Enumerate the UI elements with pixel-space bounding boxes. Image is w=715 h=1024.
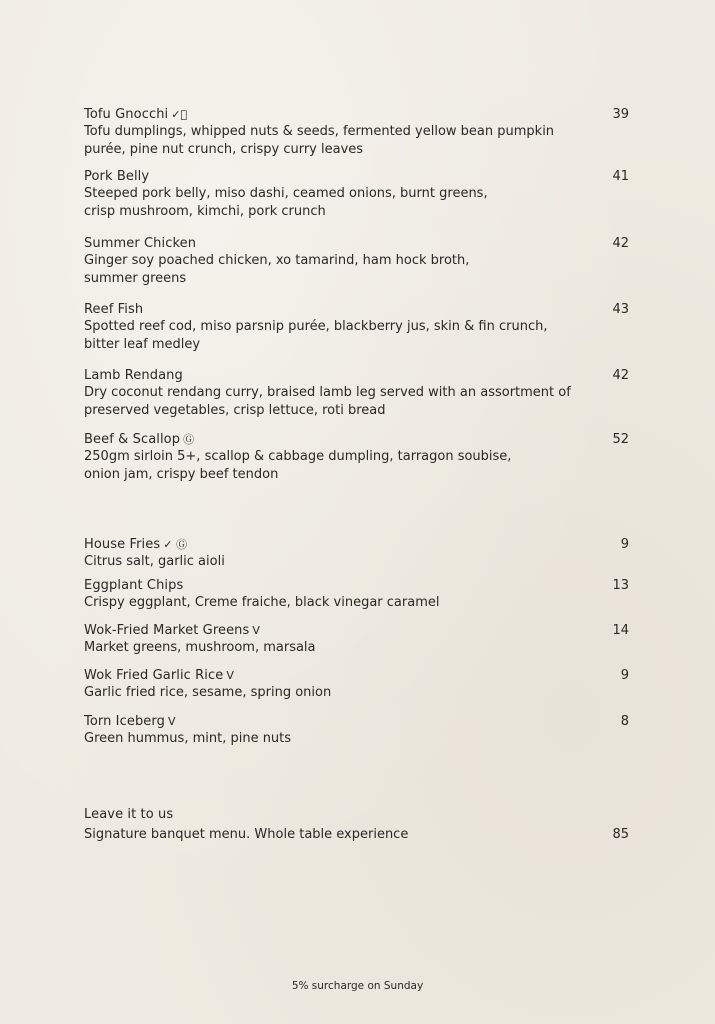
item-name: Reef Fish xyxy=(84,302,144,317)
item-description: Spotted reef cod, miso parsnip purée, blackberry jus, skin & fin crunch, xyxy=(84,319,548,334)
item-name: Wok Fried Garlic Rice xyxy=(84,668,224,683)
vegetarian-icon: V xyxy=(252,624,261,637)
item-price: 52 xyxy=(612,432,629,447)
item-name: Wok-Fried Market Greens xyxy=(84,623,250,638)
item-price: 39 xyxy=(612,107,629,122)
surcharge-note: 5% surcharge on Sunday xyxy=(291,980,424,992)
menu-item-summer-chicken xyxy=(84,235,629,287)
item-description: Crispy eggplant, Creme fraiche, black vinegar caramel xyxy=(84,595,440,610)
item-description: Green hummus, mint, pine nuts xyxy=(84,731,292,746)
vegetarian-icon: V xyxy=(226,669,234,682)
item-description: Steeped pork belly, miso dashi, ceamed onions, burnt greens, xyxy=(84,186,488,201)
menu-item-beef-scallop xyxy=(84,431,629,483)
item-price: 9 xyxy=(620,668,629,683)
item-price: 41 xyxy=(612,169,629,184)
item-description: purée, pine nut crunch, crispy curry leaves xyxy=(84,141,364,157)
menu-item-eggplant-chips xyxy=(84,577,629,612)
menu-item-wok-fried-garlic-rice xyxy=(84,667,629,702)
item-description: 250gm sirloin 5+, scallop & cabbage dumpling, tarragon soubise, xyxy=(84,449,512,464)
item-description: Garlic fried rice, sesame, spring onion xyxy=(84,685,332,700)
item-description: Market greens, mushroom, marsala xyxy=(84,640,316,655)
item-description: crisp mushroom, kimchi, pork crunch xyxy=(84,203,326,219)
item-price: 13 xyxy=(612,578,629,593)
item-description: onion jam, crispy beef tendon xyxy=(84,466,279,482)
item-name: Leave it to us xyxy=(84,807,174,822)
item-name: House Fries xyxy=(84,537,161,552)
item-description: Signature banquet menu. Whole table experience xyxy=(84,827,409,842)
item-price: 9 xyxy=(620,537,629,552)
vegan-gluten-free-icon: ✓ Ⓖ xyxy=(163,538,188,551)
item-price: 43 xyxy=(612,302,629,317)
item-name: Torn Iceberg xyxy=(84,714,165,729)
menu-item-banquet xyxy=(84,806,629,844)
item-description: Ginger soy poached chicken, xo tamarind, ham hock broth, xyxy=(84,253,470,268)
item-description: preserved vegetables, crisp lettuce, roti bread xyxy=(84,402,386,418)
item-price: 42 xyxy=(612,368,629,383)
item-name: Pork Belly xyxy=(84,169,150,184)
item-name: Eggplant Chips xyxy=(84,578,184,593)
menu-item-wok-fried-market-greens xyxy=(84,622,629,657)
item-price: 85 xyxy=(612,827,629,842)
item-price: 42 xyxy=(612,236,629,251)
item-description: Dry coconut rendang curry, braised lamb leg served with an assortment of xyxy=(84,385,571,400)
gluten-free-icon: Ⓖ xyxy=(183,433,195,446)
item-price: 8 xyxy=(620,714,629,729)
vegetarian-icon: V xyxy=(167,715,176,728)
vegan-icon: ✓⃝ xyxy=(171,108,188,121)
menu-item-torn-iceberg xyxy=(84,713,629,748)
item-name: Summer Chicken xyxy=(84,236,197,251)
item-description: bitter leaf medley xyxy=(84,336,201,352)
menu-item-tofu-gnocchi xyxy=(84,106,629,158)
menu-item-house-fries xyxy=(84,536,629,571)
item-price: 14 xyxy=(612,623,629,638)
item-name: Lamb Rendang xyxy=(84,368,183,383)
menu-item-lamb-rendang xyxy=(84,367,629,419)
item-description: Citrus salt, garlic aioli xyxy=(84,554,225,569)
item-name: Tofu Gnocchi xyxy=(84,107,169,122)
item-name: Beef & Scallop xyxy=(84,432,181,447)
item-description: Tofu dumplings, whipped nuts & seeds, fermented yellow bean pumpkin xyxy=(84,124,555,139)
menu-item-pork-belly xyxy=(84,168,629,220)
menu-item-reef-fish xyxy=(84,301,629,353)
item-description: summer greens xyxy=(84,270,187,286)
